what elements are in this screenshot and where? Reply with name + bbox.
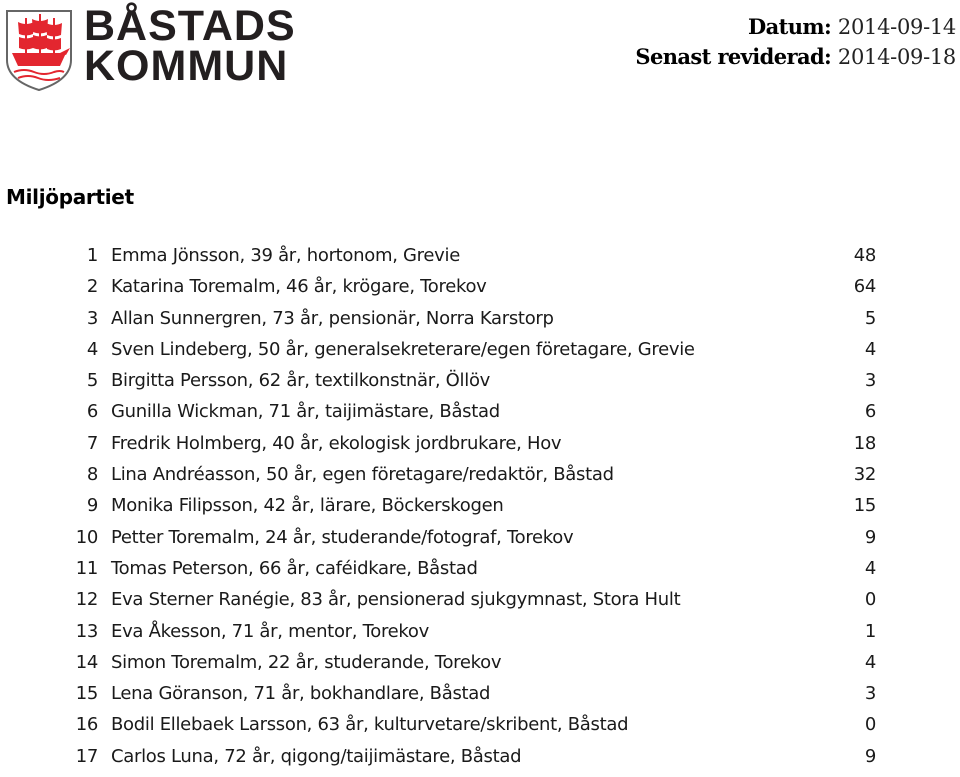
candidate-votes: 1	[864, 620, 876, 642]
candidate-name: Petter Toremalm, 24 år, studerande/fotograf, Torekov	[111, 526, 574, 548]
candidate-name: Simon Toremalm, 22 år, studerande, Torekov	[111, 651, 502, 673]
candidate-number: 16	[75, 714, 98, 736]
candidate-number: 14	[75, 651, 98, 673]
candidate-votes: 64	[853, 276, 876, 298]
candidate-votes: 0	[864, 589, 876, 611]
candidate-votes: 32	[853, 464, 876, 486]
candidate-number: 17	[75, 745, 98, 767]
candidate-votes: 4	[864, 338, 876, 360]
candidate-row	[0, 365, 960, 396]
candidate-row	[0, 303, 960, 334]
candidate-number: 4	[86, 338, 98, 360]
candidate-row	[0, 709, 960, 740]
document-dates	[635, 12, 956, 72]
candidate-votes: 5	[864, 307, 876, 329]
candidate-number: 2	[86, 276, 98, 298]
candidate-votes: 48	[853, 245, 876, 266]
candidate-name: Emma Jönsson, 39 år, hortonom, Grevie	[111, 245, 460, 266]
candidate-name: Eva Åkesson, 71 år, mentor, Torekov	[111, 620, 429, 642]
candidate-name: Lena Göranson, 71 år, bokhandlare, Båstad	[111, 683, 491, 705]
candidate-number: 1	[86, 245, 98, 266]
candidate-number: 9	[86, 495, 98, 517]
candidate-name: Fredrik Holmberg, 40 år, ekologisk jordbrukare, Hov	[111, 432, 562, 454]
candidate-name: Monika Filipsson, 42 år, lärare, Böckerskogen	[111, 495, 504, 517]
candidate-row	[0, 490, 960, 521]
candidate-votes: 4	[864, 651, 876, 673]
candidate-row	[0, 647, 960, 678]
candidate-row	[0, 553, 960, 584]
candidate-votes: 18	[853, 432, 876, 454]
candidate-number: 10	[75, 526, 98, 548]
candidate-number: 11	[75, 557, 98, 579]
date-line	[635, 12, 956, 42]
candidate-row	[0, 678, 960, 709]
candidate-row	[0, 584, 960, 615]
candidate-votes: 15	[853, 495, 876, 517]
logo-line-2: KOMMUN	[84, 42, 289, 90]
ship-coat-of-arms-icon	[4, 8, 74, 92]
candidate-number: 7	[86, 432, 98, 454]
candidate-number: 12	[75, 589, 98, 611]
candidate-row	[0, 741, 960, 772]
revised-line	[635, 42, 956, 72]
candidate-row	[0, 271, 960, 302]
logo-wordmark	[84, 2, 296, 90]
candidate-votes: 6	[864, 401, 876, 423]
candidate-votes: 3	[864, 683, 876, 705]
candidate-row	[0, 334, 960, 365]
candidate-number: 8	[86, 464, 98, 486]
party-title: Miljöpartiet	[6, 185, 134, 209]
candidate-row	[0, 522, 960, 553]
date-value: 2014-09-14	[837, 15, 956, 39]
logo-line-1: BÅSTADS	[84, 2, 296, 50]
candidate-name: Lina Andréasson, 50 år, egen företagare/redaktör, Båstad	[111, 464, 614, 486]
candidate-votes: 9	[864, 526, 876, 548]
candidate-number: 15	[75, 683, 98, 705]
candidate-row	[0, 396, 960, 427]
revised-value: 2014-09-18	[837, 45, 956, 69]
candidate-name: Tomas Peterson, 66 år, caféidkare, Båstad	[111, 557, 478, 579]
candidate-name: Gunilla Wickman, 71 år, taijimästare, Båstad	[111, 401, 500, 423]
candidate-row	[0, 240, 960, 271]
candidate-name: Carlos Luna, 72 år, qigong/taijimästare, Båstad	[111, 745, 522, 767]
candidate-row	[0, 616, 960, 647]
candidate-name: Sven Lindeberg, 50 år, generalsekreterare/egen företagare, Grevie	[111, 338, 695, 360]
revised-label: Senast reviderad:	[635, 44, 832, 69]
candidate-votes: 9	[864, 745, 876, 767]
candidate-number: 6	[86, 401, 98, 423]
candidate-row	[0, 428, 960, 459]
candidate-number: 5	[86, 370, 98, 392]
candidate-number: 13	[75, 620, 98, 642]
candidate-name: Eva Sterner Ranégie, 83 år, pensionerad sjukgymnast, Stora Hult	[111, 589, 681, 611]
date-label: Datum:	[748, 14, 832, 39]
candidate-votes: 4	[864, 557, 876, 579]
municipality-logo	[4, 2, 304, 94]
candidate-name: Allan Sunnergren, 73 år, pensionär, Norra Karstorp	[111, 307, 554, 329]
candidate-name: Birgitta Persson, 62 år, textilkonstnär, Öllöv	[111, 370, 491, 392]
candidate-number: 3	[86, 307, 98, 329]
candidate-row	[0, 459, 960, 490]
candidate-votes: 0	[864, 714, 876, 736]
candidate-list	[0, 240, 960, 772]
candidate-name: Bodil Ellebaek Larsson, 63 år, kulturvetare/skribent, Båstad	[111, 714, 629, 736]
candidate-votes: 3	[864, 370, 876, 392]
candidate-name: Katarina Toremalm, 46 år, krögare, Torekov	[111, 276, 487, 298]
